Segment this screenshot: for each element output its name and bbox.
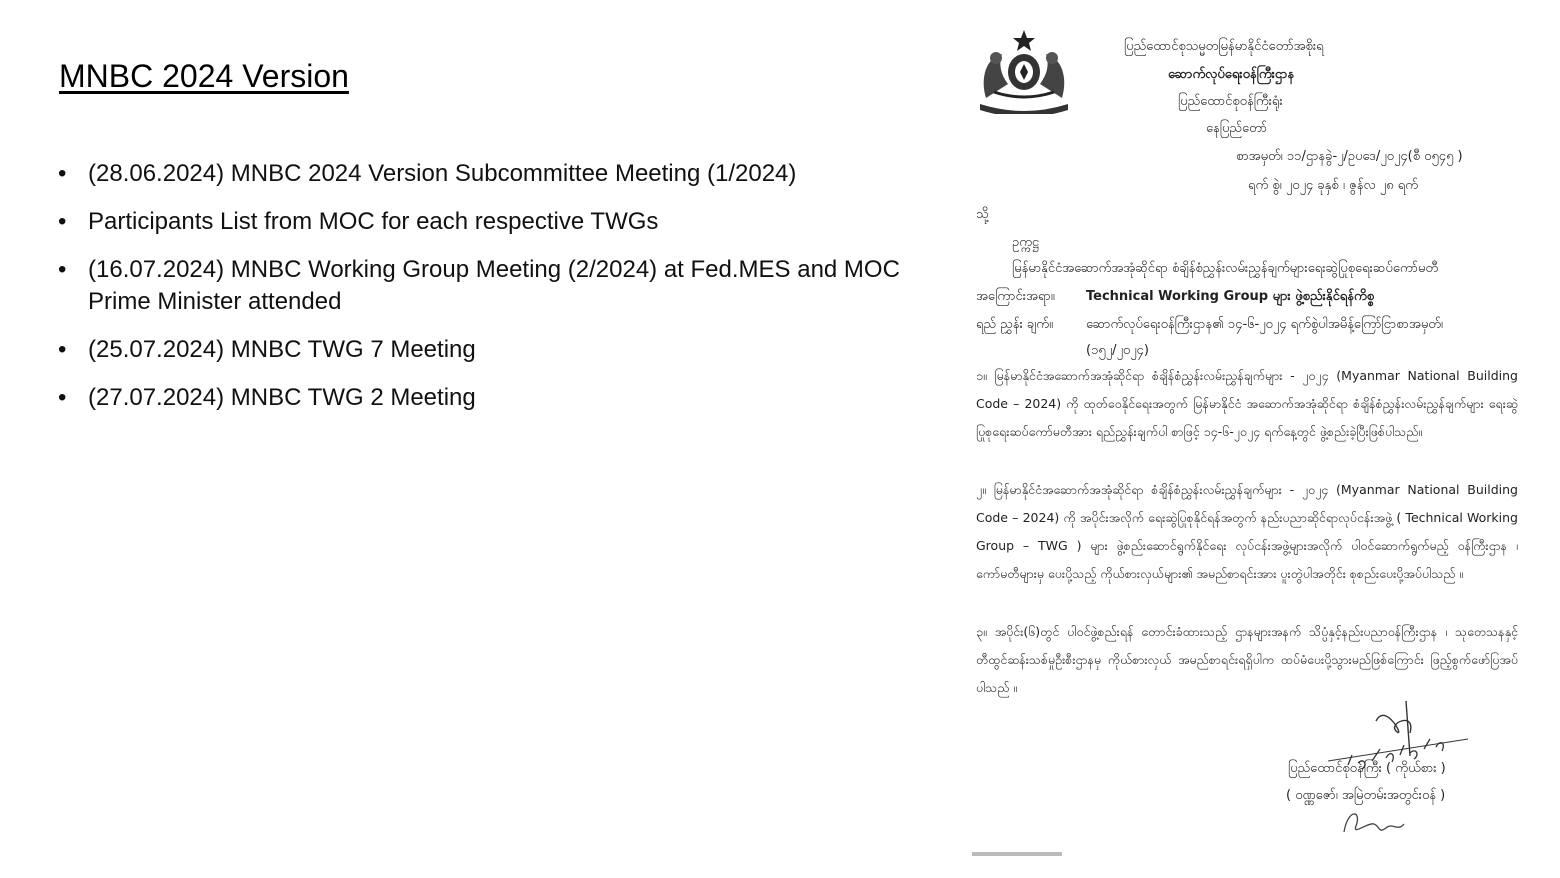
letter-addressee: ဥက္ကဋ္ဌ <box>1012 235 1039 250</box>
letter-addressee-line2: မြန်မာနိုင်ငံအဆောက်အအုံဆိုင်ရာ စံချိန်စံညွှန်းလမ်းညွှန်ချက်များရေးဆွဲပြုစုရေးဆပ်ကော်မတီ <box>1012 261 1439 276</box>
slide-title: MNBC 2024 Version <box>59 58 349 94</box>
bullet-list <box>58 158 938 430</box>
bullet-item: • (16.07.2024) MNBC Working Group Meeting (2/2024) at Fed.MES and MOC Prime Minister attended <box>58 254 938 318</box>
bullet-item: • (25.07.2024) MNBC TWG 7 Meeting <box>58 334 938 366</box>
bullet-item: • Participants List from MOC for each respective TWGs <box>58 206 938 238</box>
footer-mark <box>972 852 1062 856</box>
scanned-letter <box>966 26 1526 866</box>
letter-reference-label: ရည် ညွှန်း ချက်။ <box>976 317 1053 332</box>
letter-subject-label: အကြောင်းအရာ။ <box>976 289 1055 304</box>
letter-to: သို့ <box>976 207 989 222</box>
letter-header-ministry: ဆောက်လုပ်ရေးဝန်ကြီးဌာန <box>1168 67 1295 82</box>
letter-ref-number: စာအမှတ်၊ ၁၁/ဌာနခွဲ-၂/ဥပဒေ/၂၀၂၄(စီ ၀၅၄၅ ) <box>1236 149 1463 164</box>
letter-reference-line2: (၁၅၂/၂၀၂၄) <box>1086 343 1149 358</box>
letter-date: ရက် စွဲ၊ ၂၀၂၄ ခုနှစ် ၊ ဇွန်လ ၂၈ ရက် <box>1248 178 1418 193</box>
letter-paragraph-2: ၂။ မြန်မာနိုင်ငံအဆောက်အအုံဆိုင်ရာ စံချိန်စံညွှန်းလမ်းညွှန်ချက်များ - ၂၀၂၄ (Myanmar National Building Code – 2024) ကို အပိုင်းအလိုက် ရေးဆွဲပြုစုနိုင်ရန်အတွက် နည်းပညာဆိုင်ရာလုပ်ငန်းအဖွဲ့ ( Technical Working Group – TWG ) များ ဖွဲ့စည်းဆောင်ရွက်နိုင်ရေး လုပ်ငန်းအဖွဲ့များအလိုက် ပါဝင်ဆောက်ရွက်မည့် ဝန်ကြီးဌာန ၊ ကော်မတီများမှ ပေးပို့သည့် ကိုယ်စားလှယ်များ၏ အမည်စာရင်းအား ပူးတွဲပါအတိုင်း စုစည်းပေးပို့အပ်ပါသည် ။ <box>976 482 1518 581</box>
state-emblem-icon <box>972 28 1076 114</box>
letter-header-government: ပြည်ထောင်စုသမ္မတမြန်မာနိုင်ငံတော်အစိုးရ <box>1124 39 1324 54</box>
letter-reference: ဆောက်လုပ်ရေးဝန်ကြီးဌာန၏ ၁၄-၆-၂၀၂၄ ရက်စွဲပါအမိန့်ကြော်ငြာစာအမှတ်၊ <box>1086 317 1443 332</box>
letter-signer-title: ပြည်ထောင်စုဝန်ကြီး ( ကိုယ်စား ) <box>1288 761 1446 776</box>
letter-paragraph-3: ၃။ အပိုင်း(၆)တွင် ပါဝင်ဖွဲ့စည်းရန် တောင်းခံထားသည့် ဌာနများအနက် သိပ္ပံနှင့်နည်းပညာဝန်ကြီးဌာန ၊ သုတေသနနှင့်တီထွင်ဆန်းသစ်မှုဦးစီးဌာနမှ ကိုယ်စားလှယ် အမည်စာရင်းရရှိပါက ထပ်မံပေးပို့သွားမည်ဖြစ်ကြောင်း ဖြည့်စွက်ဖော်ပြအပ်ပါသည် ။ <box>976 624 1518 695</box>
letter-subject: Technical Working Group များ ဖွဲ့စည်းနိုင်ရန်ကိစ္စ <box>1086 289 1375 304</box>
bullet-item: • (27.07.2024) MNBC TWG 2 Meeting <box>58 382 938 414</box>
initials-icon <box>1338 804 1428 840</box>
letter-paragraph-1: ၁။ မြန်မာနိုင်ငံအဆောက်အအုံဆိုင်ရာ စံချိန်စံညွှန်းလမ်းညွှန်ချက်များ - ၂၀၂၄ (Myanmar National Building Code – 2024) ကို ထုတ်ဝေနိုင်ရေးအတွက် မြန်မာနိုင်ငံ အဆောက်အအုံဆိုင်ရာ စံချိန်စံညွှန်းလမ်းညွှန်ချက်များ ရေးဆွဲပြုစုရေးဆပ်ကော်မတီအား ရည်ညွှန်းချက်ပါ စာဖြင့် ၁၄-၆-၂၀၂၄ ရက်နေ့တွင် ဖွဲ့စည်းခဲ့ပြီးဖြစ်ပါသည်။ <box>976 368 1518 439</box>
letter-header-office: ပြည်ထောင်စုဝန်ကြီးရုံး <box>1178 94 1283 109</box>
letter-signer-name: ( ဝဏ္ဏဇော်၊ အမြဲတမ်းအတွင်းဝန် ) <box>1286 788 1446 803</box>
bullet-item: • (28.06.2024) MNBC 2024 Version Subcommittee Meeting (1/2024) <box>58 158 938 190</box>
letter-header-city: နေပြည်တော် <box>1206 121 1268 136</box>
